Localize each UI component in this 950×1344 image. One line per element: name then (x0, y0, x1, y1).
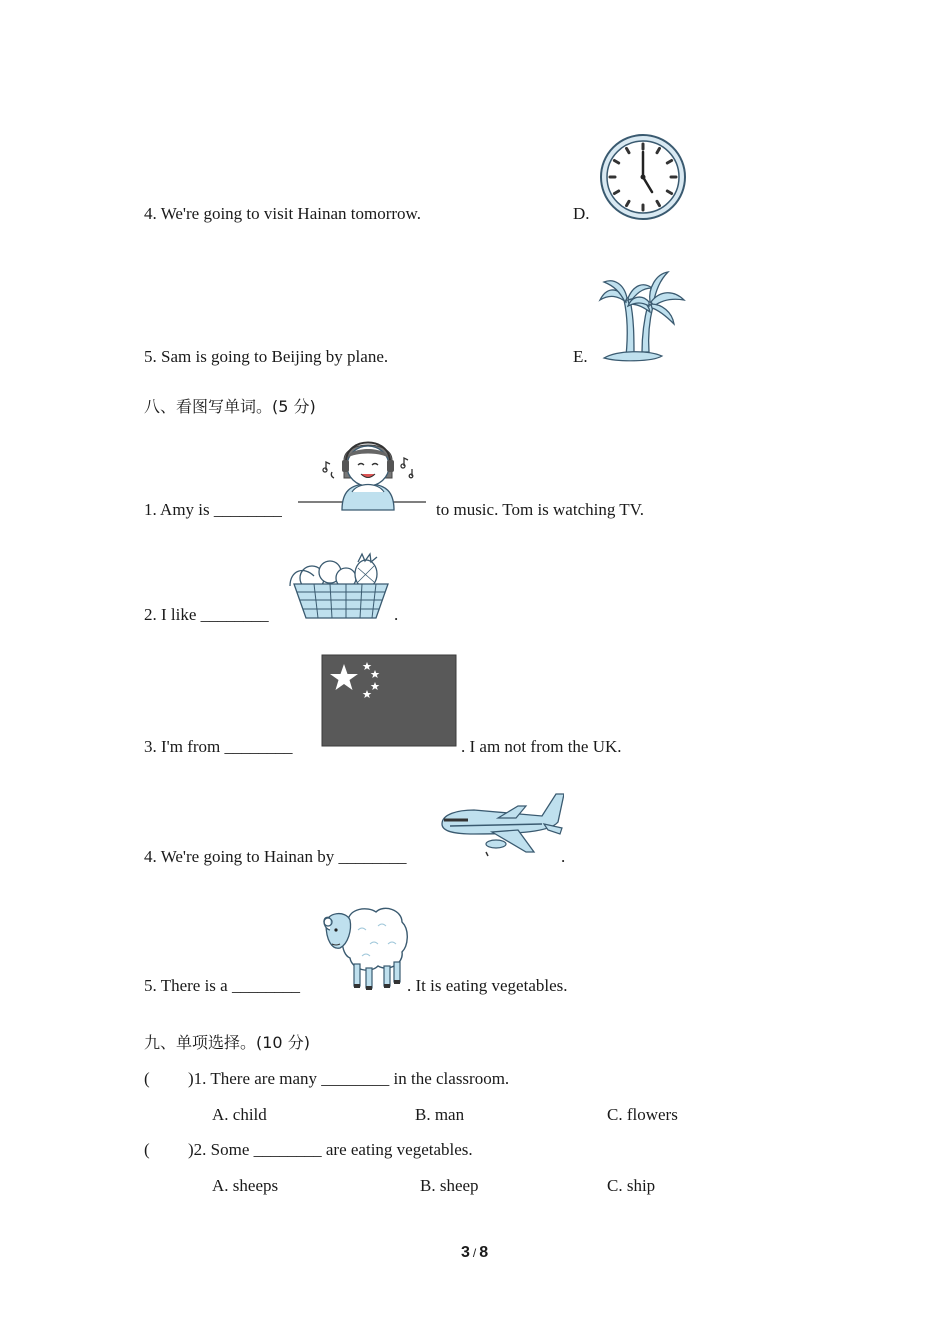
q2-option-b: B. sheep (420, 1176, 479, 1195)
matching-letter-d: D. (573, 204, 590, 223)
girl-listening-music-icon (298, 432, 428, 512)
section-8-heading: 八、看图写单词。(5 分) (144, 397, 316, 416)
q1-option-c: C. flowers (607, 1105, 678, 1124)
s8-item-2-text-after: . (394, 605, 399, 624)
s8-item-1-text-after: to music. Tom is watching TV. (436, 500, 645, 519)
clock-icon (598, 132, 688, 222)
china-flag-icon (321, 654, 459, 748)
q2-option-a: A. sheeps (212, 1176, 279, 1195)
page-total: 8 (479, 1244, 489, 1261)
q1-stem: )1. There are many ________ in the classroom. (188, 1069, 510, 1088)
s8-item-5-text-before: 5. There is a ________ (144, 976, 300, 995)
page-number (461, 1244, 488, 1262)
q2-option-c: C. ship (607, 1176, 656, 1195)
matching-sentence-4: 4. We're going to visit Hainan tomorrow. (144, 204, 421, 223)
fruit-basket-icon (284, 552, 396, 622)
q2-stem: )2. Some ________ are eating vegetables. (188, 1140, 473, 1159)
section-9-heading: 九、单项选择。(10 分) (144, 1033, 310, 1052)
q1-option-a: A. child (212, 1105, 267, 1124)
sheep-icon (318, 900, 410, 994)
s8-item-3-text-before: 3. I'm from ________ (144, 737, 293, 756)
airplane-icon (438, 792, 564, 858)
q1-paren: ( (144, 1069, 150, 1088)
s8-item-4-text-after: . (561, 847, 566, 866)
s8-item-2-text-before: 2. I like ________ (144, 605, 269, 624)
page-separator: / (472, 1246, 477, 1260)
s8-item-4-text-before: 4. We're going to Hainan by ________ (144, 847, 407, 866)
s8-item-3-text-after: . I am not from the UK. (461, 737, 622, 756)
matching-letter-e: E. (573, 347, 588, 366)
q1-option-b: B. man (415, 1105, 465, 1124)
matching-sentence-5: 5. Sam is going to Beijing by plane. (144, 347, 389, 366)
q2-paren: ( (144, 1140, 150, 1159)
palm-tree-icon (598, 266, 690, 364)
page-current: 3 (461, 1244, 470, 1261)
s8-item-1-text-before: 1. Amy is ________ (144, 500, 282, 519)
s8-item-5-text-after: . It is eating vegetables. (407, 976, 568, 995)
